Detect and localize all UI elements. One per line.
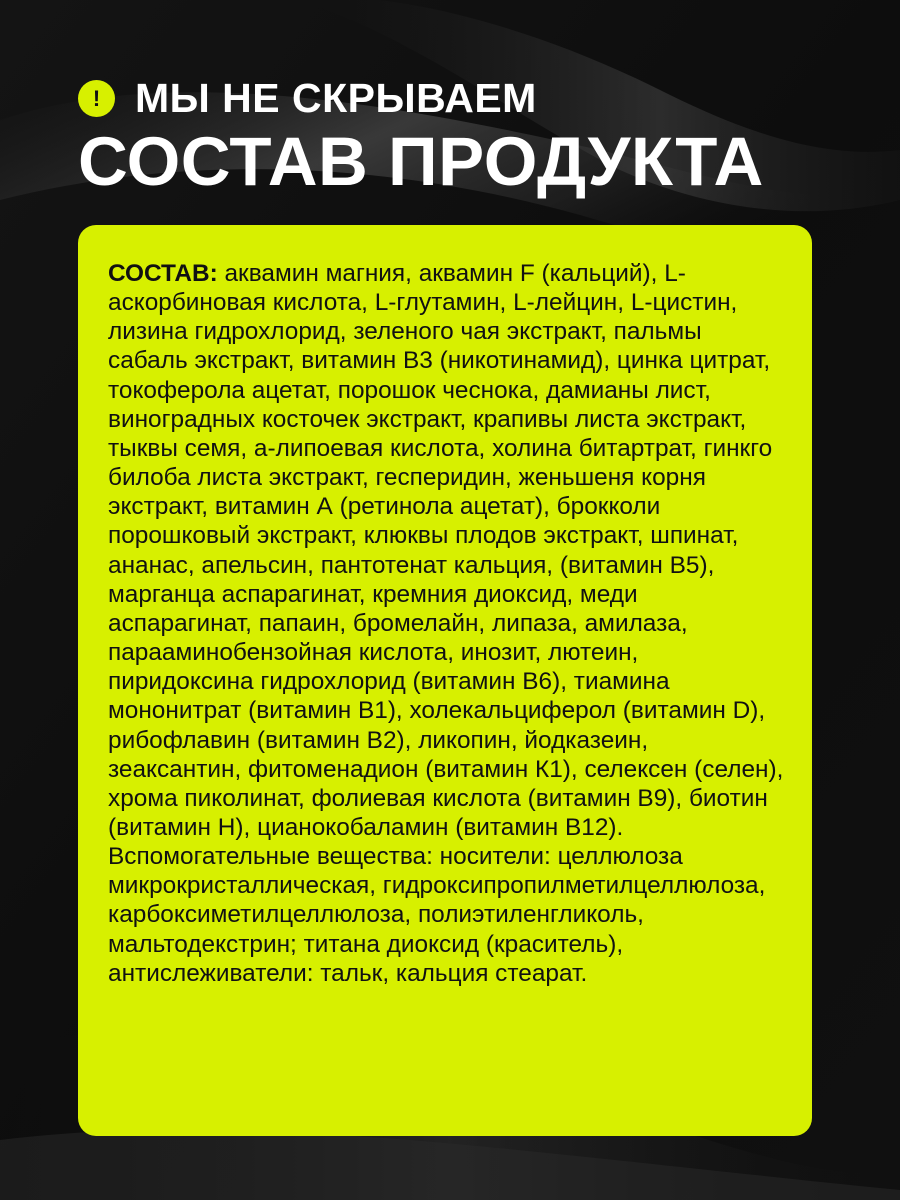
headline — [78, 74, 858, 202]
composition-text: аквамин магния, аквамин F (кальций), L-аскорбиновая кислота, L-глутамин, L-лейцин, L-цистин, лизина гидрохлорид, зеленого чая экстракт, пальмы сабаль экстракт, витамин В3 (никотинамид), цинка цитрат, токоферола ацетат, порошок чеснока, дамианы лист, виноградных косточек экстракт, крапивы листа экстракт, тыквы семя, а-липоевая кислота, холина битартрат, гинкго билоба листа экстракт, гесперидин, женьшеня корня экстракт, витамин А (ретинола ацетат), брокколи порошковый экстракт, клюквы плодов экстракт, шпинат, ананас, апельсин, пантотенат кальция, (витамин В5), марганца аспарагинат, кремния диоксид, меди аспарагинат, папаин, бромелайн, липаза, амилаза, парааминобензойная кислота, инозит, лютеин, пиридоксина гидрохлорид (витамин В6), тиамина мононитрат (витамин В1), холекальциферол (витамин D), рибофлавин (витамин В2), ликопин, йодказеин, зеаксантин, фитоменадион (витамин К1), селексен (селен), хрома пиколинат, фолиевая кислота (витамин В9), биотин (витамин Н), цианокобаламин (витамин В12). Вспомогательные вещества: носители: целлюлоза микрокристаллическая, гидроксипропилметилцеллюлоза, карбоксиметилцеллюлоза, полиэтиленгликоль, мальтодекстрин; титана диоксид (краситель), антислеживатели: тальк, кальция стеарат. — [108, 260, 784, 987]
headline-row — [78, 74, 858, 122]
composition-label: СОСТАВ: — [108, 260, 218, 287]
exclamation-icon: ! — [78, 80, 115, 117]
headline-line-2: СОСТАВ ПРОДУКТА — [78, 123, 764, 200]
composition-paragraph — [108, 259, 786, 988]
composition-card — [78, 225, 812, 1136]
headline-line-1: МЫ НЕ СКРЫВАЕМ — [135, 75, 537, 121]
